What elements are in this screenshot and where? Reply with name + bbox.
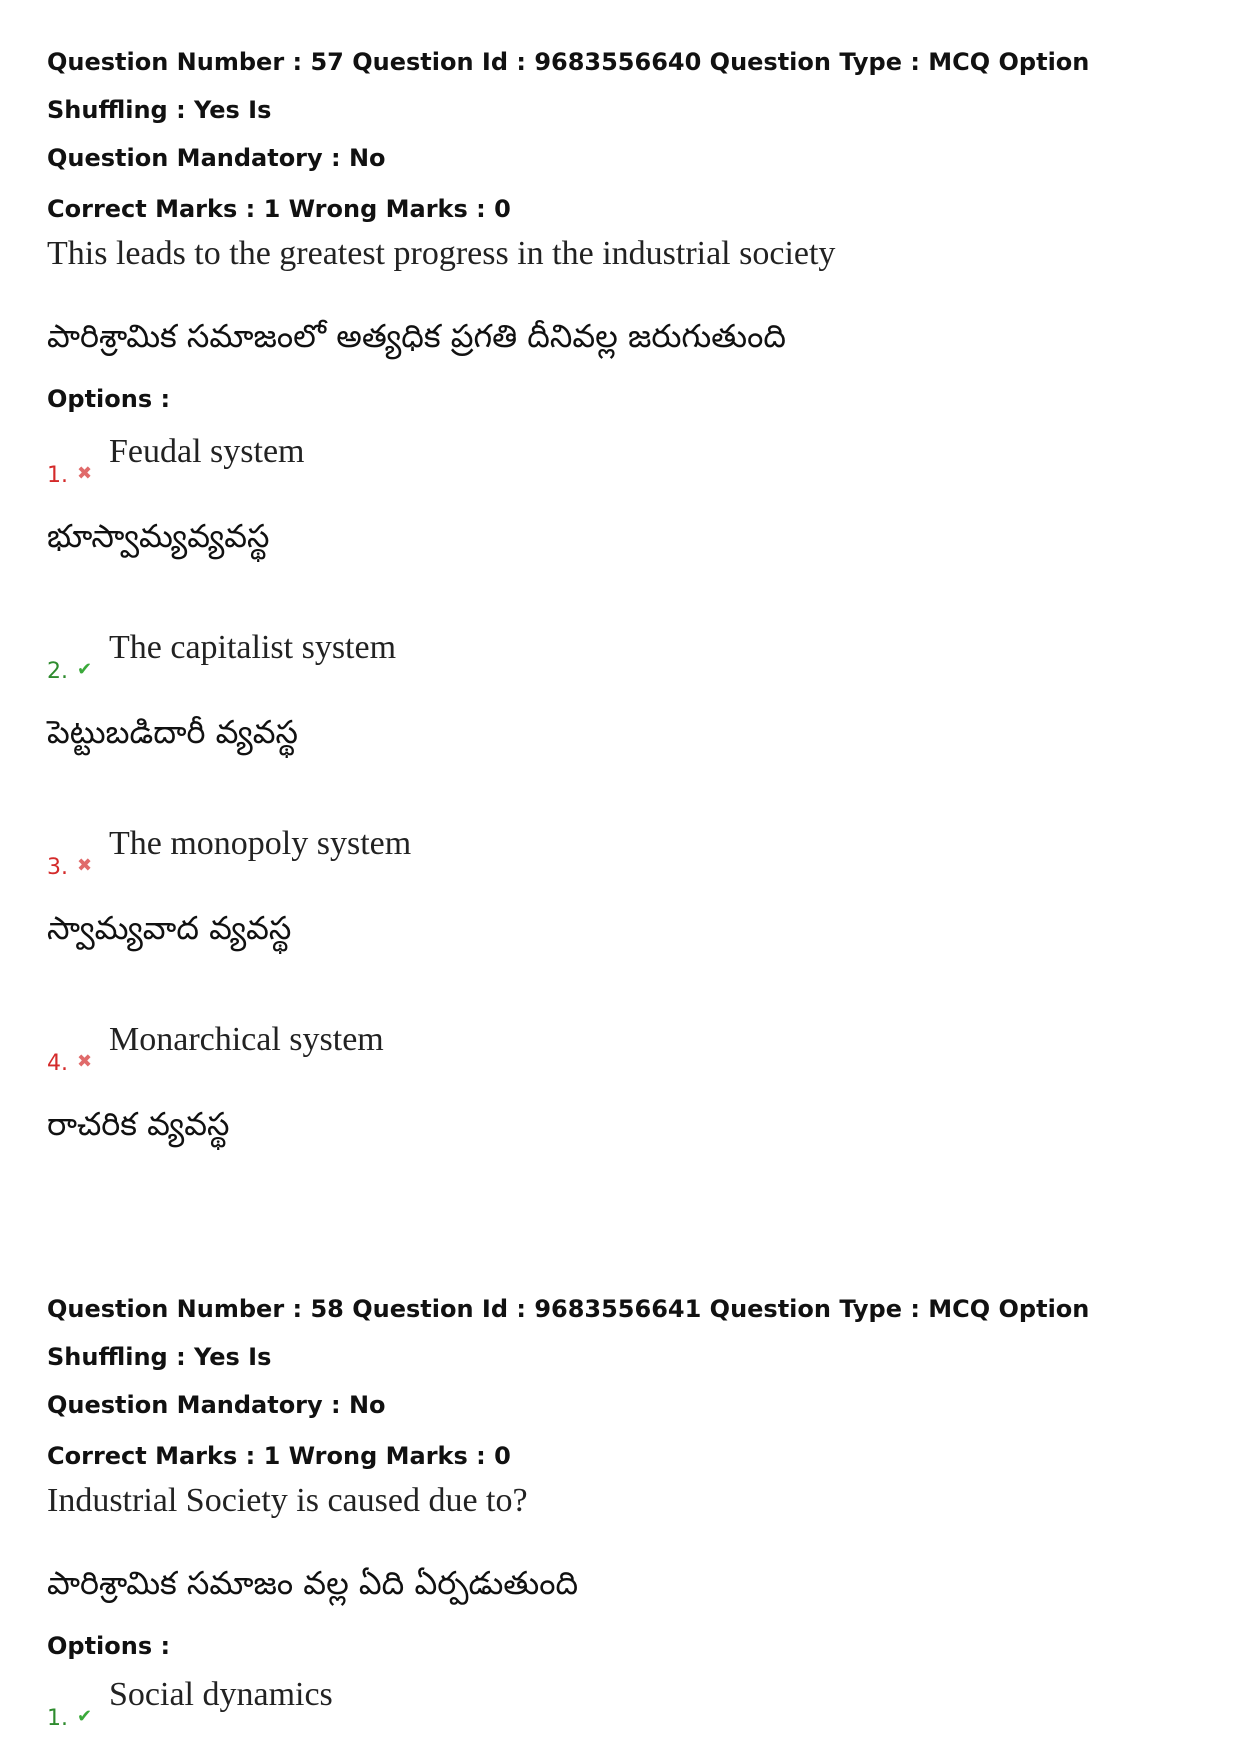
- check-icon: ✔: [77, 659, 93, 680]
- option-number: 4.: [47, 1051, 68, 1076]
- option-text-english: Social dynamics: [109, 1676, 333, 1713]
- check-icon: ✔: [77, 1706, 93, 1727]
- options-label: Options :: [47, 1632, 171, 1660]
- option-text-telugu: స్వామ్యవాద వ్యవస్థ: [47, 909, 292, 947]
- option-4: [47, 1020, 1217, 1146]
- question-58: [47, 1285, 1217, 1735]
- question-text-english: This leads to the greatest progress in the industrial society: [47, 235, 836, 272]
- option-text-telugu: భూస్వామ్యవ్యవస్థ: [47, 517, 270, 555]
- question-header-line2: Question Mandatory : No: [47, 1391, 386, 1419]
- option-text-english: The capitalist system: [109, 629, 397, 666]
- cross-icon: ✖: [77, 1051, 93, 1072]
- options-label: Options :: [47, 385, 171, 413]
- cross-icon: ✖: [77, 855, 93, 876]
- question-text-telugu: పారిశ్రామిక సమాజం వల్ల ఏది ఏర్పడుతుంది: [47, 1564, 579, 1602]
- option-1: [47, 432, 1217, 558]
- option-text-telugu: పెట్టుబడిదారీ వ్యవస్థ: [47, 713, 298, 751]
- question-text-telugu: పారిశ్రామిక సమాజంలో అత్యధిక ప్రగతి దీనివల్ల జరుగుతుంది: [47, 317, 786, 355]
- option-number: 3.: [47, 855, 68, 880]
- marks-info: Correct Marks : 1 Wrong Marks : 0: [47, 195, 511, 223]
- question-57: [47, 38, 1217, 1146]
- option-1: [47, 1675, 1217, 1735]
- option-text-english: Monarchical system: [109, 1021, 384, 1058]
- question-header-line1: Question Number : 58 Question Id : 9683556641 Question Type : MCQ Option Shuffling : Yes Is: [47, 1295, 1090, 1371]
- marks-info: Correct Marks : 1 Wrong Marks : 0: [47, 1442, 511, 1470]
- question-header-line1: Question Number : 57 Question Id : 9683556640 Question Type : MCQ Option Shuffling : Yes Is: [47, 48, 1090, 124]
- option-2: [47, 628, 1217, 754]
- cross-icon: ✖: [77, 463, 93, 484]
- option-text-english: Feudal system: [109, 433, 305, 470]
- question-header: [47, 1285, 1217, 1429]
- option-number: 1.: [47, 1706, 68, 1731]
- question-header: [47, 38, 1217, 182]
- option-number: 1.: [47, 463, 68, 488]
- option-3: [47, 824, 1217, 950]
- question-text-english: Industrial Society is caused due to?: [47, 1482, 528, 1519]
- option-text-telugu: రాచరిక వ్యవస్థ: [47, 1105, 230, 1143]
- option-text-english: The monopoly system: [109, 825, 412, 862]
- option-number: 2.: [47, 659, 68, 684]
- question-header-line2: Question Mandatory : No: [47, 144, 386, 172]
